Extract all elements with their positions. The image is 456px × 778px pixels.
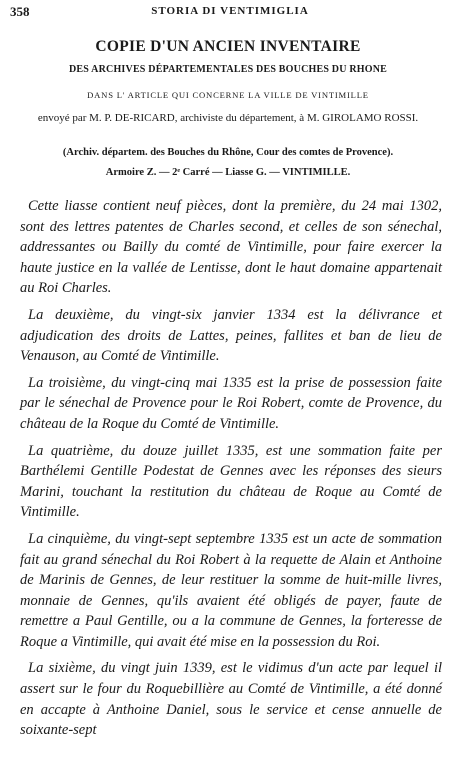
archive-location: Armoire Z. — 2ᵉ Carré — Liasse G. — VINTIMILLE. bbox=[105, 167, 351, 178]
document-title: COPIE D'UN ANCIEN INVENTAIRE bbox=[95, 38, 361, 55]
paragraph: La troisième, du vingt-cinq mai 1335 est la prise de possession faite par le sénechal de Provence pour le Roi Robert, comte de Provence, du château de la Roque du Comté de Vintimille. bbox=[20, 374, 442, 432]
paragraph: La quatrième, du douze juillet 1335, est une sommation faite per Barthélemi Gentille Podestat de Gennes avec les réponses des sieurs Marini, touchant la restitution du château de Roque au Comté de Vintimille. bbox=[20, 442, 442, 521]
page-number: 358 bbox=[10, 4, 30, 19]
page-header bbox=[10, 4, 450, 24]
paragraph: La deuxième, du vingt-six janvier 1334 est la délivrance et adjudication des droits de Lattes, peines, fallites et ban de lieu de Venauson, au Comté de Vintimille. bbox=[20, 306, 442, 365]
paragraph: La sixième, du vingt juin 1339, est le vidimus d'un acte par lequel il assert sur le four du Roquebillière au Comté de Vintimille, a été donné en accapte à Anthoine Daniel, sous le service et cense annuelle de soixante-sept bbox=[20, 660, 442, 739]
document-subtitle: DES ARCHIVES DÉPARTEMENTALES DES BOUCHES DU RHONE bbox=[68, 64, 388, 75]
running-title: STORIA DI VENTIMIGLIA bbox=[151, 5, 309, 17]
document-scope: DANS L' ARTICLE QUI CONCERNE LA VILLE DE VINTIMILLE bbox=[87, 90, 369, 100]
source-reference: (Archiv. départem. des Bouches du Rhône, Cour des comtes de Provence). bbox=[62, 147, 394, 158]
body-text bbox=[20, 196, 442, 747]
paragraph: Cette liasse contient neuf pièces, dont la première, du 24 mai 1302, sont des lettres patentes de Charles second, et celles de son sénechal, addressantes ou Bailly du comté de Vintimille, pour faire exercer la haute justice en la vallée de Lentisse, dont le haut domaine appartenait au Roi Charles. bbox=[20, 198, 442, 297]
paragraph: La cinquième, du vingt-sept septembre 1335 est un acte de sommation fait au grand sénechal du Roi Robert à la requette de Alain et Anthoine de Marinis de Gennes, de leur restituer la somme de huit-mille livres, monnaie de Gennes, qu'ils avaient été obligés de payer, faute de remettre a Paul Gentille, ou a la commune de Gennes, la forteresse de Roque a Vintimille, qui avait été mise en la possession du Roi. bbox=[20, 530, 442, 650]
sender-line: envoyé par M. P. DE-RICARD, archiviste du département, à M. GIROLAMO ROSSI. bbox=[37, 112, 419, 124]
